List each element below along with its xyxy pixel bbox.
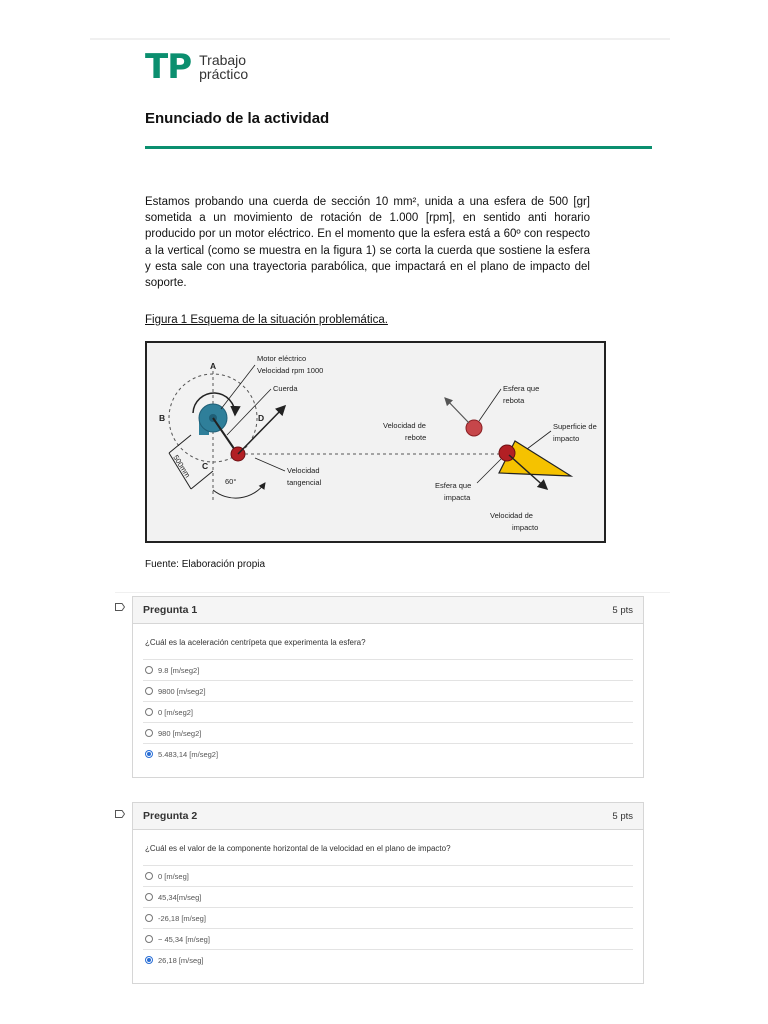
answer-option[interactable]: [143, 701, 633, 722]
question-2-text: ¿Cuál es el valor de la componente horizontal de la velocidad en el plano de impacto?: [145, 844, 451, 853]
motor-label-2: Velocidad rpm 1000: [257, 366, 324, 375]
radio-button[interactable]: [145, 872, 153, 880]
answer-label: 9800 [m/seg2]: [158, 686, 206, 696]
radio-button[interactable]: [145, 708, 153, 716]
surface-label-2: impacto: [553, 434, 580, 443]
rebound-velocity-arrow: [445, 398, 469, 423]
question-1-header: [133, 597, 643, 624]
tangential-label-1: Velocidad: [287, 466, 320, 475]
question-2-title: Pregunta 2: [143, 810, 198, 822]
answer-label: 0 [m/seg2]: [158, 707, 194, 717]
answer-option[interactable]: [143, 722, 633, 743]
radio-button-selected[interactable]: [145, 750, 153, 758]
impact-ball-label-1: Esfera que: [435, 481, 472, 490]
tp-logo: [145, 47, 249, 87]
answer-label: 5.483,14 [m/seg2]: [158, 749, 219, 759]
motor-label-1: Motor eléctrico: [257, 354, 307, 363]
answer-label: -26,18 [m/seg]: [158, 913, 206, 923]
page-title: Enunciado de la actividad: [145, 110, 330, 127]
logo-line-2: práctico: [199, 66, 249, 82]
figure-caption: Figura 1 Esquema de la situación problemática.: [145, 314, 388, 326]
answer-option[interactable]: [143, 907, 633, 928]
answer-option-selected[interactable]: [143, 949, 633, 970]
radio-button[interactable]: [145, 666, 153, 674]
answer-label: 980 [m/seg2]: [158, 728, 202, 738]
impact-ball-label-2: impacta: [444, 493, 471, 502]
answer-label: 0 [m/seg]: [158, 871, 189, 881]
rebound-velocity-label-2: rebote: [405, 433, 427, 442]
figure-1: [145, 341, 606, 543]
question-1-options: [143, 659, 633, 764]
rope-label: Cuerda: [273, 384, 298, 393]
answer-label: 45,34[m/seg]: [158, 892, 202, 902]
label-C: C: [202, 461, 209, 471]
question-2-points: 5 pts: [612, 810, 633, 822]
answer-label: − 45,34 [m/seg]: [158, 934, 210, 944]
impact-velocity-label-1: Velocidad de: [490, 511, 533, 520]
radius-label: 500mm: [171, 453, 193, 480]
radio-button[interactable]: [145, 687, 153, 695]
radio-button[interactable]: [145, 935, 153, 943]
label-A: A: [210, 361, 217, 371]
answer-option[interactable]: [143, 886, 633, 907]
question-1-text: ¿Cuál es la aceleración centrípeta que experimenta la esfera?: [145, 638, 366, 647]
bookmark-flag-icon[interactable]: [115, 603, 125, 611]
rebound-ball-label-1: Esfera que: [503, 384, 540, 393]
logo-mark: TP: [145, 47, 192, 87]
section-divider: [115, 592, 670, 593]
radio-button[interactable]: [145, 914, 153, 922]
figure-source: Fuente: Elaboración propia: [145, 559, 266, 570]
answer-option[interactable]: [143, 680, 633, 701]
question-1-points: 5 pts: [612, 604, 633, 616]
answer-option[interactable]: [143, 659, 633, 680]
question-2-header: [133, 803, 643, 830]
answer-option-selected[interactable]: [143, 743, 633, 764]
answer-option[interactable]: [143, 928, 633, 949]
label-D: D: [258, 413, 265, 423]
rebound-ball-label-2: rebota: [503, 396, 525, 405]
answer-option[interactable]: [143, 865, 633, 886]
radio-button[interactable]: [145, 893, 153, 901]
question-2: [132, 802, 644, 984]
answer-label: 9.8 [m/seg2]: [158, 665, 200, 675]
title-rule: [145, 146, 652, 149]
rebound-velocity-label-1: Velocidad de: [383, 421, 426, 430]
surface-label-1: Superficie de: [553, 422, 597, 431]
angle-label: 60°: [225, 477, 237, 486]
question-2-options: [143, 865, 633, 970]
question-1: [132, 596, 644, 778]
radio-button-selected[interactable]: [145, 956, 153, 964]
statement-paragraph: Estamos probando una cuerda de sección 10 mm², unida a una esfera de 500 [gr] sometida a un movimiento de rotación de 1.000 [rpm], en sentido anti horario producido por un motor eléctrico. En el momento que la esfera está a 60º con respecto a la vertical (como se muestra en la figura 1) se corta la cuerda que sostiene la esfera y esta sale con una trayectoria parabólica, que impactará en el plano de impacto del soporte.: [145, 196, 590, 290]
radio-button[interactable]: [145, 729, 153, 737]
label-B: B: [159, 413, 166, 423]
tangential-label-2: tangencial: [287, 478, 322, 487]
logo-line-1: Trabajo: [199, 52, 247, 68]
bookmark-flag-icon[interactable]: [115, 810, 125, 818]
question-1-title: Pregunta 1: [143, 604, 198, 616]
situation-diagram: [147, 343, 604, 541]
top-divider: [90, 38, 670, 40]
logo-text: [199, 53, 248, 81]
angle-arc: [213, 483, 265, 498]
impact-velocity-label-2: impacto: [512, 523, 539, 532]
answer-label: 26,18 [m/seg]: [158, 955, 204, 965]
